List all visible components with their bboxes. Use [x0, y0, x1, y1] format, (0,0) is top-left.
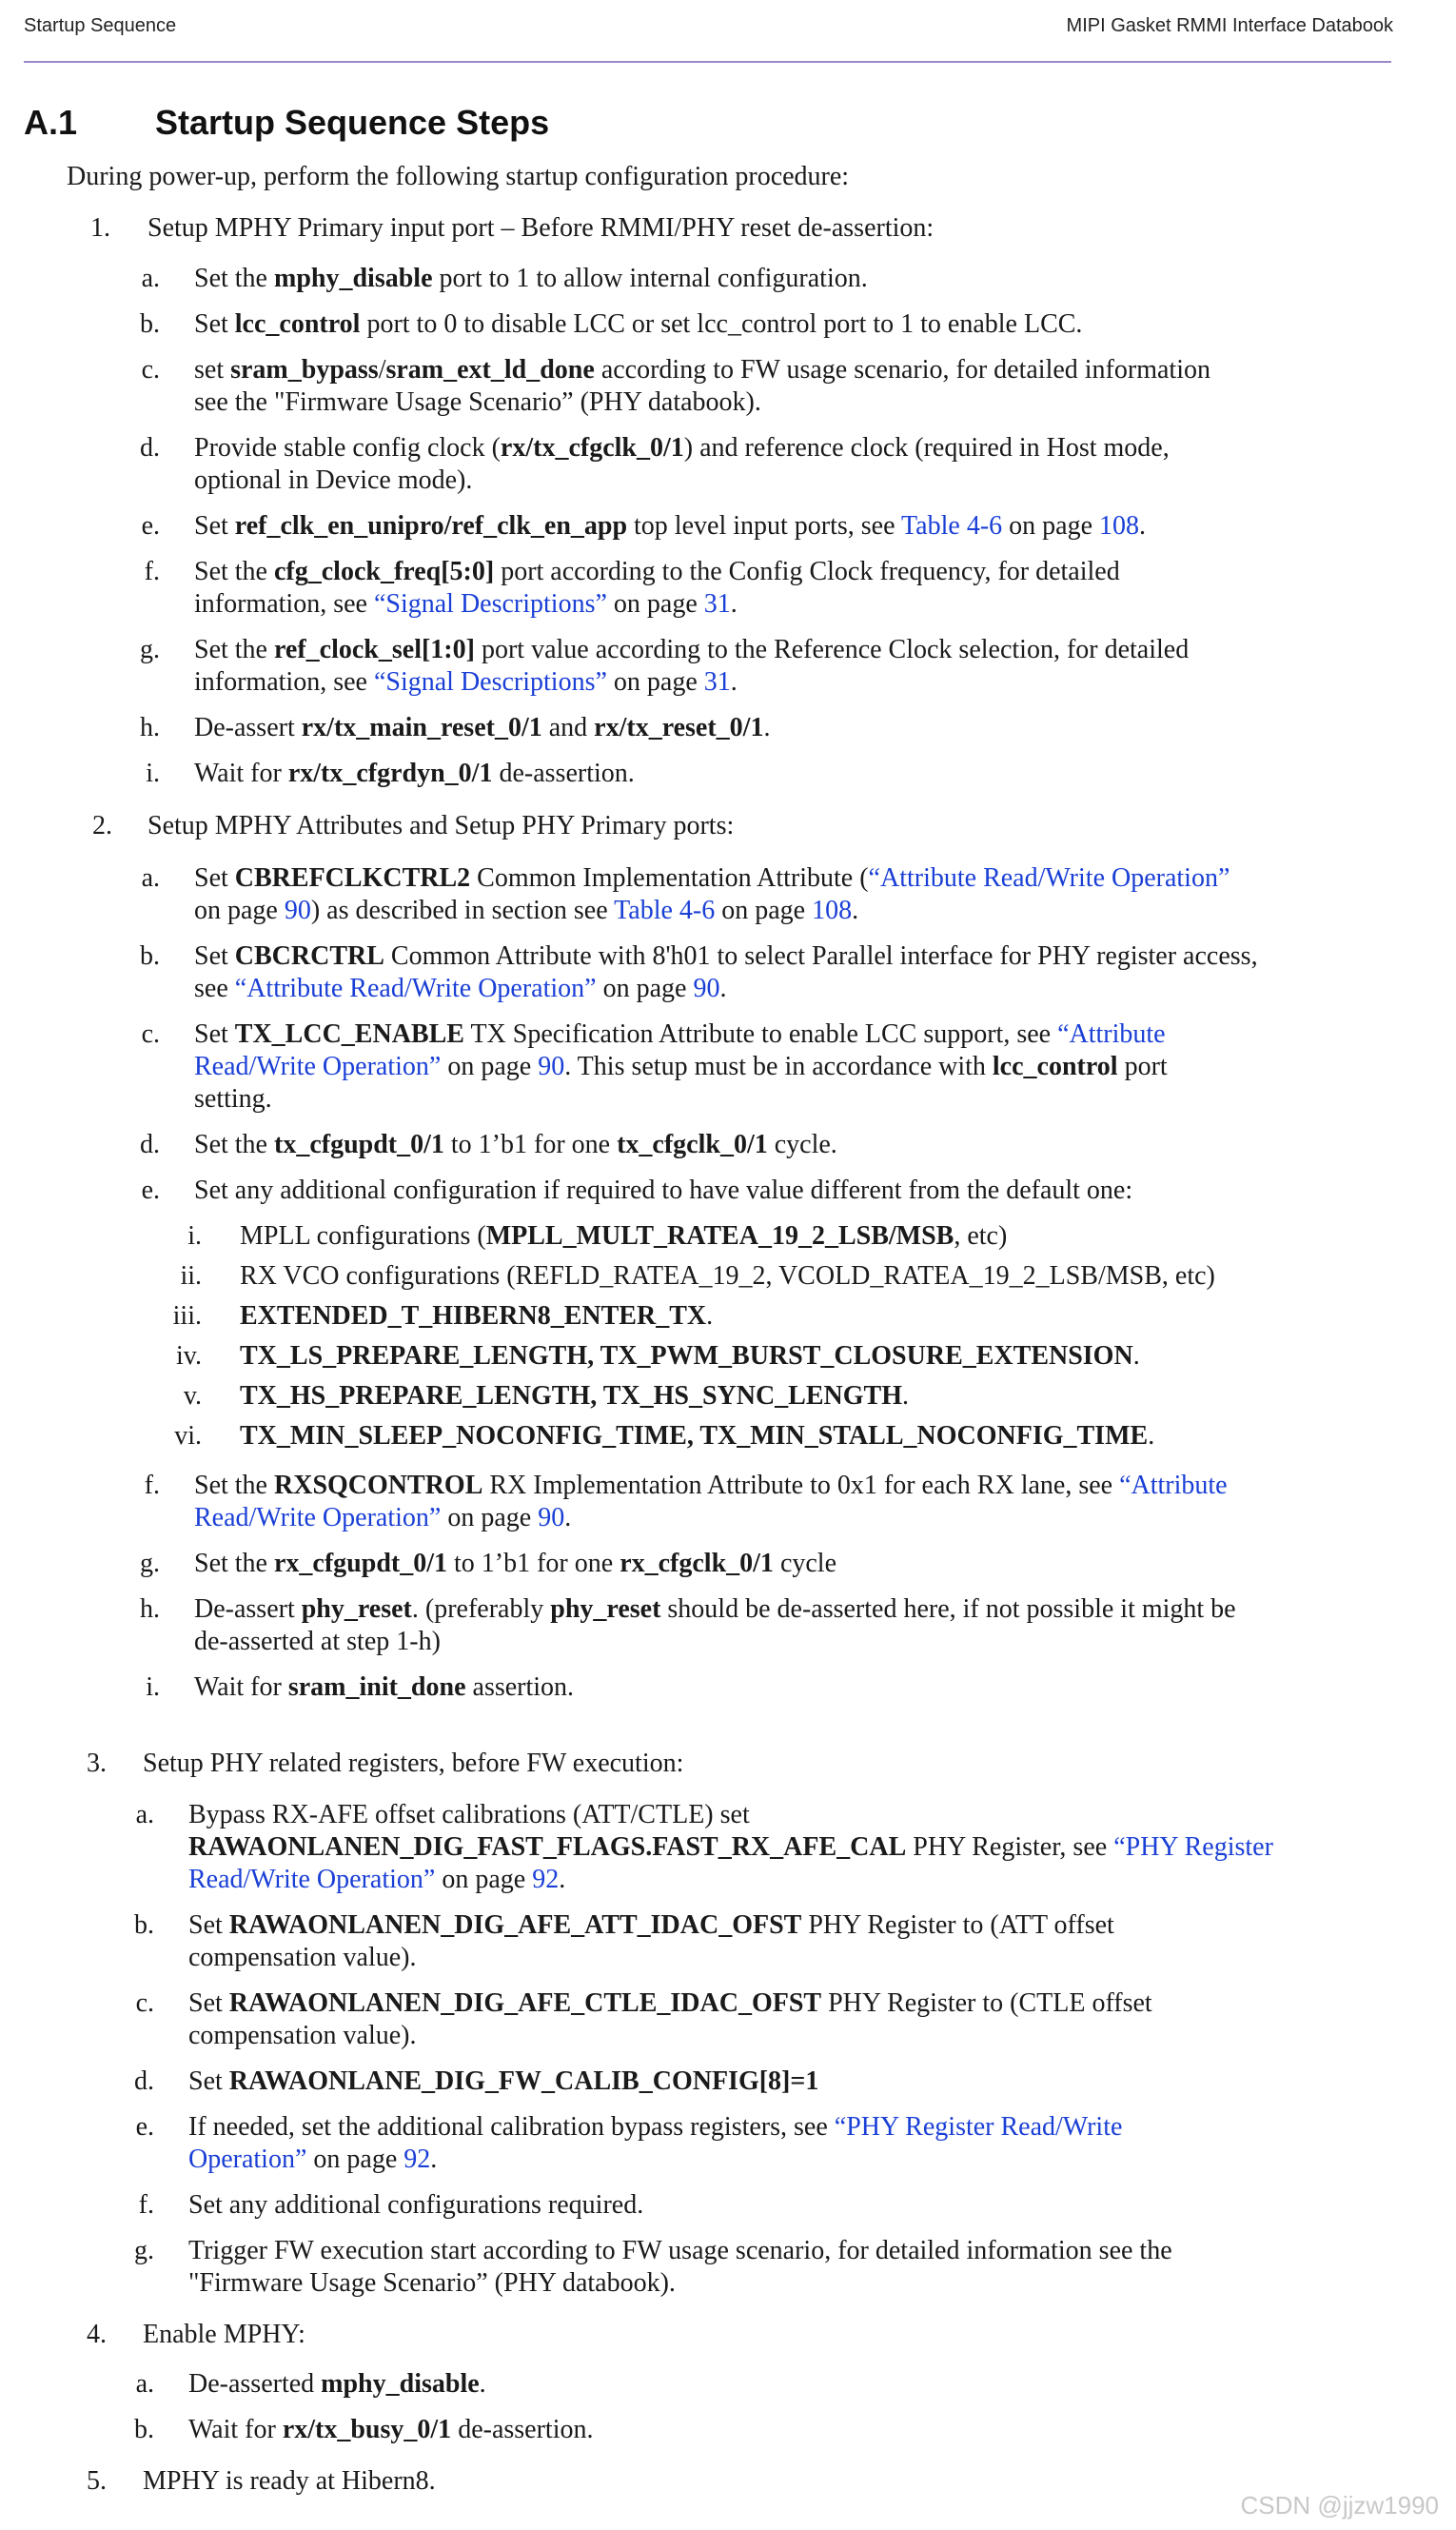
step-2d: Set the tx_cfgupdt_0/1 to 1’b1 for one tx_cfgclk_0/1 cycle.: [194, 1130, 837, 1159]
step-4-text: Enable MPHY:: [143, 2320, 305, 2349]
list-marker: i.: [146, 1672, 160, 1702]
page-link[interactable]: 90: [538, 1052, 565, 1081]
section-link[interactable]: “Attribute: [1119, 1471, 1228, 1500]
step-2e-i: MPLL configurations (MPLL_MULT_RATEA_19_2_LSB/MSB, etc): [240, 1221, 1008, 1251]
step-2a-cont: on page 90) as described in section see Table 4-6 on page 108.: [194, 896, 859, 925]
step-1h: De-assert rx/tx_main_reset_0/1 and rx/tx_reset_0/1.: [194, 713, 771, 742]
step-2b-cont: see “Attribute Read/Write Operation” on page 90.: [194, 974, 727, 1003]
step-2h: De-assert phy_reset. (preferably phy_reset should be de-asserted here, if not possible it might be: [194, 1594, 1236, 1624]
section-link[interactable]: “Signal Descriptions”: [373, 589, 607, 619]
step-2e-iv: TX_LS_PREPARE_LENGTH, TX_PWM_BURST_CLOSURE_EXTENSION.: [240, 1341, 1140, 1371]
list-marker: e.: [141, 511, 160, 541]
list-marker: ii.: [180, 1261, 202, 1291]
list-marker: d.: [140, 1130, 160, 1159]
section-link[interactable]: “Attribute Read/Write Operation”: [868, 863, 1230, 893]
step-1e: Set ref_clk_en_unipro/ref_clk_en_app top level input ports, see Table 4-6 on page 108.: [194, 511, 1146, 541]
step-2b: Set CBCRCTRL Common Attribute with 8'h01 to select Parallel interface for PHY register access,: [194, 941, 1258, 971]
step-1-text: Setup MPHY Primary input port – Before RMMI/PHY reset de-assertion:: [148, 213, 935, 243]
list-marker: d.: [140, 433, 160, 463]
list-marker: g.: [134, 2236, 154, 2265]
list-marker: b.: [134, 2415, 154, 2444]
step-number: 5.: [87, 2466, 107, 2496]
table-link[interactable]: Table 4-6: [614, 896, 716, 925]
page-link[interactable]: 92: [532, 1865, 560, 1894]
list-marker: f.: [138, 2190, 154, 2220]
section-link[interactable]: “Attribute: [1057, 1019, 1166, 1049]
step-number: 2.: [92, 811, 112, 840]
step-number: 1.: [90, 213, 110, 243]
step-2e-ii: RX VCO configurations (REFLD_RATEA_19_2, VCOLD_RATEA_19_2_LSB/MSB, etc): [240, 1261, 1215, 1291]
step-1d: Provide stable config clock (rx/tx_cfgclk_0/1) and reference clock (required in Host mode,: [194, 433, 1170, 463]
list-marker: c.: [135, 1988, 154, 2018]
list-marker: a.: [141, 264, 160, 293]
step-3e: If needed, set the additional calibration bypass registers, see “PHY Register Read/Write: [188, 2112, 1123, 2142]
list-marker: i.: [187, 1221, 202, 1251]
running-header-right: MIPI Gasket RMMI Interface Databook: [1066, 15, 1393, 36]
step-number: 3.: [87, 1749, 107, 1778]
step-5-text: MPHY is ready at Hibern8.: [143, 2466, 436, 2496]
list-marker: e.: [135, 2112, 154, 2142]
step-3a-cont: RAWAONLANEN_DIG_FAST_FLAGS.FAST_RX_AFE_CAL PHY Register, see “PHY Register: [188, 1832, 1273, 1862]
intro-text: During power-up, perform the following startup configuration procedure:: [67, 162, 850, 191]
list-marker: f.: [144, 1471, 160, 1500]
step-2e-vi: TX_MIN_SLEEP_NOCONFIG_TIME, TX_MIN_STALL_NOCONFIG_TIME.: [240, 1421, 1155, 1451]
step-3a: Bypass RX-AFE offset calibrations (ATT/CTLE) set: [188, 1800, 750, 1829]
step-3a-cont: Read/Write Operation” on page 92.: [188, 1865, 566, 1894]
section-link[interactable]: “PHY Register: [1113, 1832, 1273, 1862]
step-3e-cont: Operation” on page 92.: [188, 2145, 438, 2174]
step-1d-cont: optional in Device mode).: [194, 465, 473, 495]
step-1c-cont: see the "Firmware Usage Scenario” (PHY databook).: [194, 387, 761, 417]
section-title: Startup Sequence Steps: [155, 103, 550, 142]
step-3-text: Setup PHY related registers, before FW execution:: [143, 1749, 684, 1778]
list-marker: c.: [141, 355, 160, 385]
section-number: A.1: [24, 103, 78, 142]
step-1c: set sram_bypass/sram_ext_ld_done according to FW usage scenario, for detailed information: [194, 355, 1210, 385]
list-marker: f.: [144, 557, 160, 586]
section-link[interactable]: “PHY Register Read/Write: [834, 2112, 1123, 2142]
step-1b: Set lcc_control port to 0 to disable LCC or set lcc_control port to 1 to enable LCC.: [194, 309, 1083, 339]
step-3d: Set RAWAONLANE_DIG_FW_CALIB_CONFIG[8]=1: [188, 2066, 819, 2096]
step-2e-iii: EXTENDED_T_HIBERN8_ENTER_TX.: [240, 1301, 714, 1331]
page-link[interactable]: 90: [538, 1503, 565, 1532]
page-link[interactable]: 92: [403, 2145, 431, 2174]
list-marker: e.: [141, 1176, 160, 1205]
page-link[interactable]: 31: [703, 667, 731, 697]
section-link[interactable]: “Signal Descriptions”: [373, 667, 607, 697]
step-2e-v: TX_HS_PREPARE_LENGTH, TX_HS_SYNC_LENGTH.: [240, 1381, 909, 1411]
step-2a: Set CBREFCLKCTRL2 Common Implementation Attribute (“Attribute Read/Write Operation”: [194, 863, 1230, 893]
page-link[interactable]: 31: [703, 589, 731, 619]
section-link[interactable]: Operation”: [188, 2145, 307, 2174]
step-2c-cont: setting.: [194, 1084, 272, 1114]
step-3c-cont: compensation value).: [188, 2021, 417, 2050]
running-header-left: Startup Sequence: [24, 15, 177, 36]
list-marker: g.: [140, 635, 160, 664]
list-marker: v.: [183, 1381, 202, 1411]
step-1g-cont: information, see “Signal Descriptions” on page 31.: [194, 667, 738, 697]
list-marker: b.: [140, 309, 160, 339]
step-1a: Set the mphy_disable port to 1 to allow internal configuration.: [194, 264, 868, 293]
step-3f: Set any additional configurations required.: [188, 2190, 644, 2220]
page-link[interactable]: 90: [693, 974, 720, 1003]
step-1g: Set the ref_clock_sel[1:0] port value according to the Reference Clock selection, for detailed: [194, 635, 1190, 664]
table-link[interactable]: Table 4-6: [901, 511, 1003, 541]
list-marker: iv.: [176, 1341, 202, 1371]
header-rule: [24, 61, 1391, 63]
step-3b: Set RAWAONLANEN_DIG_AFE_ATT_IDAC_OFST PHY Register to (ATT offset: [188, 1910, 1114, 1940]
list-marker: a.: [141, 863, 160, 893]
step-4b: Wait for rx/tx_busy_0/1 de-assertion.: [188, 2415, 594, 2444]
section-link[interactable]: Read/Write Operation”: [188, 1865, 436, 1894]
list-marker: h.: [140, 1594, 160, 1624]
page-link[interactable]: 108: [1099, 511, 1139, 541]
step-2c: Set TX_LCC_ENABLE TX Specification Attribute to enable LCC support, see “Attribute: [194, 1019, 1166, 1049]
list-marker: d.: [134, 2066, 154, 2096]
step-2c-cont: Read/Write Operation” on page 90. This setup must be in accordance with lcc_control port: [194, 1052, 1168, 1081]
step-3g-cont: "Firmware Usage Scenario” (PHY databook).: [188, 2268, 676, 2298]
list-marker: c.: [141, 1019, 160, 1049]
step-2-text: Setup MPHY Attributes and Setup PHY Primary ports:: [148, 811, 735, 840]
section-link[interactable]: “Attribute Read/Write Operation”: [234, 974, 597, 1003]
step-1i: Wait for rx/tx_cfgrdyn_0/1 de-assertion.: [194, 759, 635, 788]
list-marker: b.: [134, 1910, 154, 1940]
step-number: 4.: [87, 2320, 107, 2349]
step-3g: Trigger FW execution start according to FW usage scenario, for detailed information see the: [188, 2236, 1172, 2265]
list-marker: h.: [140, 713, 160, 742]
section-link[interactable]: Read/Write Operation”: [194, 1052, 442, 1081]
step-3c: Set RAWAONLANEN_DIG_AFE_CTLE_IDAC_OFST PHY Register to (CTLE offset: [188, 1988, 1152, 2018]
step-2f-cont: Read/Write Operation” on page 90.: [194, 1503, 572, 1532]
section-heading: [24, 103, 549, 143]
list-marker: a.: [135, 2369, 154, 2399]
list-marker: b.: [140, 941, 160, 971]
section-link[interactable]: Read/Write Operation”: [194, 1503, 442, 1532]
step-3b-cont: compensation value).: [188, 1943, 417, 1972]
step-4a: De-asserted mphy_disable.: [188, 2369, 486, 2399]
watermark: CSDN @jjzw1990: [1240, 2491, 1439, 2520]
step-2i: Wait for sram_init_done assertion.: [194, 1672, 575, 1702]
list-marker: a.: [135, 1800, 154, 1829]
step-2e: Set any additional configuration if required to have value different from the default one:: [194, 1176, 1133, 1205]
step-2g: Set the rx_cfgupdt_0/1 to 1’b1 for one rx_cfgclk_0/1 cycle: [194, 1549, 836, 1578]
list-marker: g.: [140, 1549, 160, 1578]
list-marker: i.: [146, 759, 160, 788]
step-2h-cont: de-asserted at step 1-h): [194, 1627, 441, 1656]
step-1f-cont: information, see “Signal Descriptions” on page 31.: [194, 589, 738, 619]
page-link[interactable]: 90: [284, 896, 311, 925]
page-link[interactable]: 108: [812, 896, 853, 925]
list-marker: vi.: [174, 1421, 202, 1451]
step-1f: Set the cfg_clock_freq[5:0] port according to the Config Clock frequency, for detailed: [194, 557, 1120, 586]
list-marker: iii.: [172, 1301, 202, 1331]
step-2f: Set the RXSQCONTROL RX Implementation Attribute to 0x1 for each RX lane, see “Attribute: [194, 1471, 1228, 1500]
